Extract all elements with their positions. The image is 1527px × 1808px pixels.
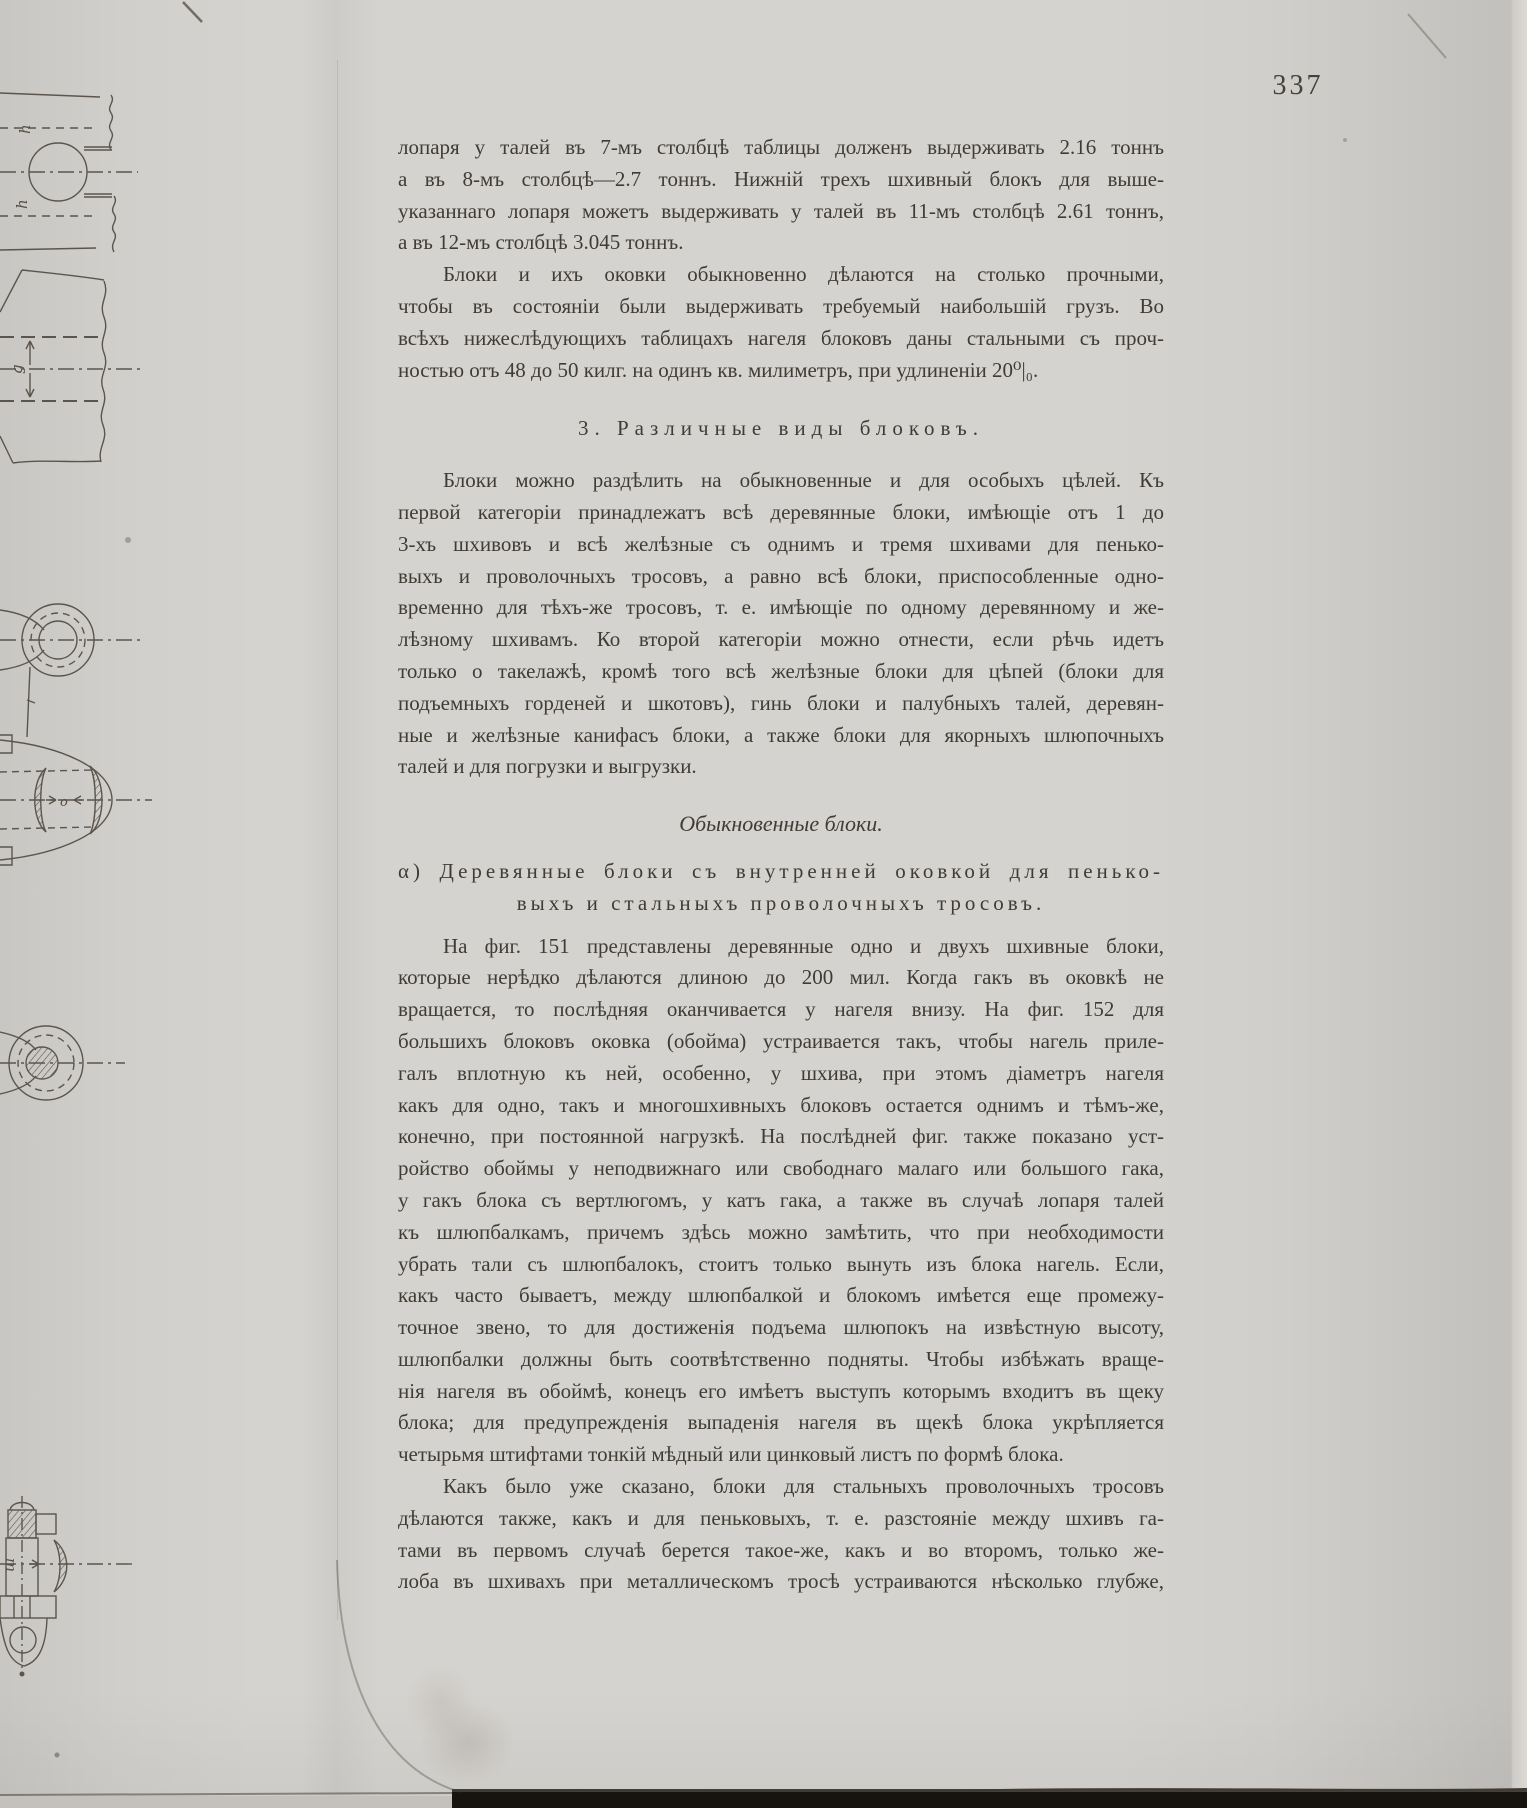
subsection-heading-line1: α) Деревянные блоки съ внутренней оковкой для пенько-	[398, 858, 1164, 883]
text-line: большихъ блоковъ оковка (обойма) устраивается такъ, чтобы нагель приле-	[398, 1028, 1164, 1053]
text-line: блока; для предупрежденія выпаденія нагеля въ щекѣ блока укрѣпляется	[398, 1410, 1164, 1435]
text-line: Блоки можно раздѣлить на обыкновенные и для особыхъ цѣлей. Къ	[443, 468, 1164, 493]
text-line: вращается, то послѣдняя оканчивается у нагеля внизу. На фиг. 152 для	[398, 997, 1164, 1022]
text-line: подъемныхъ горденей и шкотовъ), гинь блоки и палубныхъ талей, деревян-	[398, 690, 1164, 715]
text-line: четырьмя штифтами тонкій мѣдный или цинковый листъ по формѣ блока.	[398, 1442, 1064, 1467]
figure-dim-label-o: o	[60, 795, 68, 810]
figure-dim-label-h1: h	[16, 124, 34, 134]
text-line: указаннаго лопаря можетъ выдерживать у талей въ 11-мъ столбцѣ 2.61 тоннъ,	[398, 198, 1164, 223]
text-line: къ шлюпбалкамъ, причемъ здѣсь можно замѣтить, что при необходимости	[398, 1219, 1164, 1244]
text-line: какъ часто бываетъ, между шлюпбалкой и блокомъ имѣется еще промежу-	[398, 1283, 1164, 1308]
text-line: лопаря у талей въ 7-мъ столбцѣ таблицы долженъ выдерживать 2.16 тоннъ	[398, 135, 1164, 159]
text-line: тами въ первомъ случаѣ берется такое-же, какъ и во второмъ, только же-	[398, 1537, 1164, 1562]
text-line: только о такелажѣ, кромѣ того всѣ желѣзные блоки для цѣпей (блоки для	[398, 658, 1164, 683]
text-line: галъ вплотную къ ней, особенно, у шхива, при этомъ діаметръ нагеля	[398, 1060, 1164, 1085]
text-line: первой категоріи принадлежатъ всѣ деревянные блоки, имѣющіе отъ 1 до	[398, 499, 1164, 524]
subsection-heading-italic: Обыкновенные блоки.	[679, 811, 883, 837]
text-line: лѣзному шхивамъ. Ко второй категоріи можно отнести, если рѣчь идетъ	[398, 627, 1164, 652]
text-line: дѣлаются также, какъ и для пеньковыхъ, т. е. разстояніе между шхивъ га-	[398, 1505, 1164, 1530]
page-number: 337	[1272, 70, 1324, 101]
text-line: На фиг. 151 представлены деревянные одно и двухъ шхивные блоки,	[443, 933, 1164, 958]
text-line: точное звено, то для достиженія подъема шлюпокъ на извѣстную высоту,	[398, 1315, 1164, 1340]
section-heading: 3. Различные виды блоковъ.	[578, 416, 984, 441]
text-line: Какъ было уже сказано, блоки для стальныхъ проволочныхъ тросовъ	[443, 1474, 1164, 1499]
text-line: талей и для погрузки и выгрузки.	[398, 754, 697, 779]
text-line: 3-хъ шхивовъ и всѣ желѣзные съ однимъ и тремя шхивами для пенько-	[398, 531, 1164, 556]
figure-dim-label-sh: ш	[0, 1557, 18, 1572]
text-line: всѣхъ нижеслѣдующихъ таблицахъ нагеля блоковъ даны стальными съ проч-	[398, 325, 1164, 350]
text-line: лоба въ шхивахъ при металлическомъ тросѣ устраиваются нѣсколько глубже,	[398, 1569, 1164, 1594]
text-line: которые нерѣдко дѣлаются длиною до 200 мил. Когда гакъ въ оковкѣ не	[398, 965, 1164, 990]
figure-dim-label-h2: h	[13, 199, 31, 209]
text-line: конечно, при постоянной нагрузкѣ. На послѣдней фиг. также показано уст-	[398, 1124, 1164, 1149]
subsection-heading-line2: выхъ и стальныхъ проволочныхъ тросовъ.	[516, 890, 1046, 915]
text-line: чтобы въ состояніи были выдерживать требуемый наибольшій грузъ. Во	[398, 293, 1164, 318]
text-line: а въ 12-мъ столбцѣ 3.045 тоннъ.	[398, 230, 684, 255]
text-line: Блоки и ихъ оковки обыкновенно дѣлаются на столько прочными,	[443, 262, 1164, 287]
text-line: шлюпбалки должны быть соотвѣтственно подняты. Чтобы избѣжать враще-	[398, 1346, 1164, 1371]
text-line: временно для тѣхъ-же тросовъ, т. е. имѣющіе по одному деревянному и же-	[398, 595, 1164, 620]
figure-dim-label-g: g	[8, 364, 26, 374]
text-line: выхъ и проволочныхъ тросовъ, а равно всѣ блоки, приспособленные одно-	[398, 563, 1164, 588]
text-line: ностью отъ 48 до 50 килг. на одинъ кв. милиметръ, при удлиненіи 20⁰|₀.	[398, 357, 1039, 382]
text-line: у гакъ блока съ вертлюгомъ, у катъ гака, а также въ случаѣ лопаря талей	[398, 1187, 1164, 1212]
text-line: ройство обоймы у неподвижнаго или свободнаго малаго или большого гака,	[398, 1156, 1164, 1181]
text-line: нія нагеля въ обоймѣ, конецъ его имѣетъ выступъ которымъ входитъ въ щеку	[398, 1378, 1164, 1403]
text-line: а въ 8-мъ столбцѣ—2.7 тоннъ. Нижній трехъ шхивный блокъ для выше-	[398, 166, 1164, 191]
text-line: ные и желѣзные канифасъ блоки, а также блоки для якорныхъ шлюпочныхъ	[398, 722, 1164, 747]
text-line: убрать тали съ шлюпбалокъ, стоитъ только вынуть изъ блока нагель. Если,	[398, 1251, 1164, 1276]
text-line: какъ для одно, такъ и многошхивныхъ блоковъ остается однимъ и тѣмъ-же,	[398, 1092, 1164, 1117]
